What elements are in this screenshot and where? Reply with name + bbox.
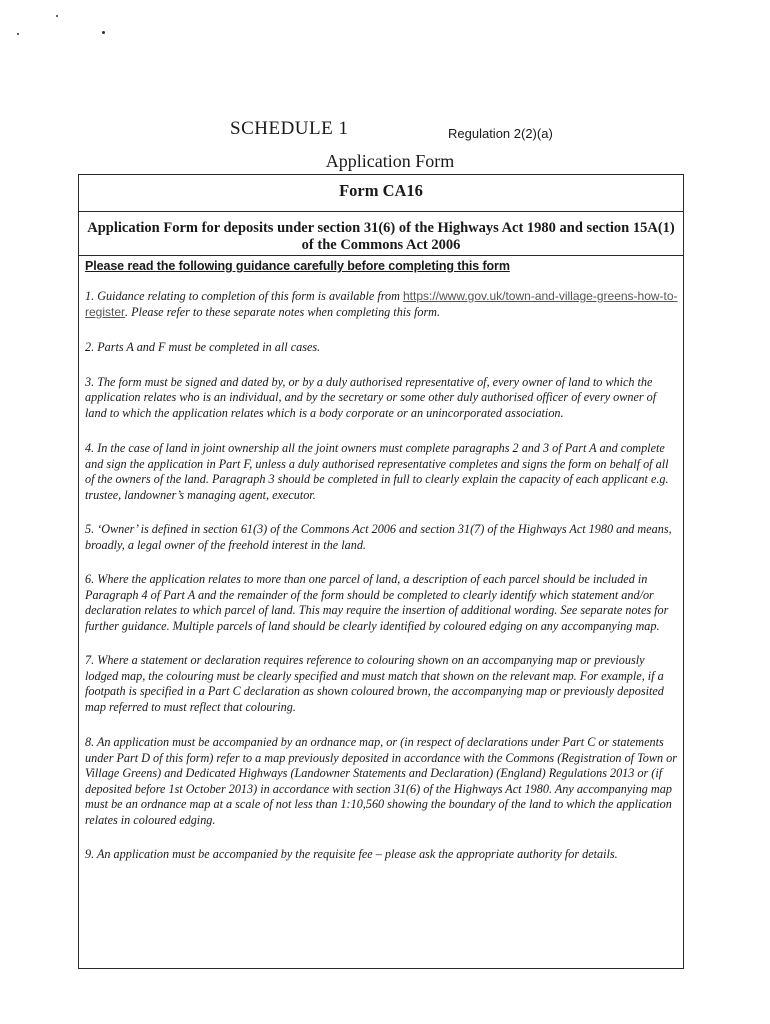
- guidance-read-note: Please read the following guidance carefully before completing this form: [85, 259, 510, 273]
- scan-speck: [102, 31, 105, 34]
- form-title-row: [79, 175, 683, 212]
- guidance-section: [79, 256, 683, 863]
- guidance-paragraph-7: 7. Where a statement or declaration requires reference to colouring shown on an accompanying map or previously lodged map, the colouring must be clearly specified and must match that shown on the relevant map. For example, if a footpath is specified in a Part C declaration as shown coloured brown, the accompanying map or previously deposited map referred to must reflect that colouring.: [85, 653, 664, 714]
- scan-speck: [56, 15, 58, 17]
- application-form-title: Application Form: [325, 151, 455, 171]
- schedule-title: SCHEDULE 1: [230, 118, 349, 139]
- guidance-paragraph-9: 9. An application must be accompanied by the requisite fee – please ask the appropriate authority for details.: [85, 847, 618, 861]
- guidance-link[interactable]: https://www.gov.uk/town-and-village-greens-how-to-register: [85, 289, 678, 319]
- guidance-paragraph-8: 8. An application must be accompanied by an ordnance map, or (in respect of declarations under Part C or statements under Part D of this form) refer to a map previously deposited in accordance with the Commons (Registration of Town or Village Greens) and Dedicated Highways (Landowner Statements and Declaration) (England) Regulations 2013 or (if deposited before 1st October 2013) in accordance with section 31(6) of the Highways Act 1980. Any accompanying map must be an ordnance map at a scale of not less than 1:10,560 showing the boundary of the land to which the application relates in coloured edging.: [85, 735, 677, 827]
- form-heading: Application Form for deposits under section 31(6) of the Highways Act 1980 and section 15A(1) of the Commons Act 2006: [79, 212, 683, 256]
- regulation-reference: Regulation 2(2)(a): [448, 126, 553, 141]
- guidance-paragraph-4: 4. In the case of land in joint ownership all the joint owners must complete paragraphs 2 and 3 of Part A and complete and sign the application in Part F, unless a duly authorised representative completes and signs the form on behalf of all of the owners of the land. Paragraph 3 should be completed in full to clearly explain the capacity of each applicant e.g. trustee, landowner’s managing agent, executor.: [85, 441, 669, 502]
- form-title: Form CA16: [339, 181, 423, 200]
- guidance-paragraph-6: 6. Where the application relates to more than one parcel of land, a description of each parcel should be included in Paragraph 4 of Part A and the remainder of the form should be completed to clearly identify which statement and/or declaration relates to which parcel of land. This may require the insertion of additional wording. See separate notes for further guidance. Multiple parcels of land should be clearly identified by coloured edging on any accompanying map.: [85, 572, 669, 633]
- guidance-paragraph-1: 1. Guidance relating to completion of this form is available from https://www.gov.uk/town-and-village-greens-how-to-register. Please refer to these separate notes when completing this form.: [85, 289, 678, 319]
- guidance-paragraph-5: 5. ‘Owner’ is defined in section 61(3) of the Commons Act 2006 and section 31(7) of the Highways Act 1980 and means, broadly, a legal owner of the freehold interest in the land.: [85, 522, 672, 552]
- scan-speck: [17, 33, 19, 35]
- form-frame: [78, 174, 684, 969]
- guidance-paragraph-3: 3. The form must be signed and dated by, or by a duly authorised representative of, every owner of land to which the application relates who is an individual, and by the secretary or some other duly authorised officer of every owner of land to which the application relates which is a body corporate or an unincorporated association.: [85, 374, 657, 420]
- guidance-paragraph-2: 2. Parts A and F must be completed in all cases.: [85, 340, 321, 354]
